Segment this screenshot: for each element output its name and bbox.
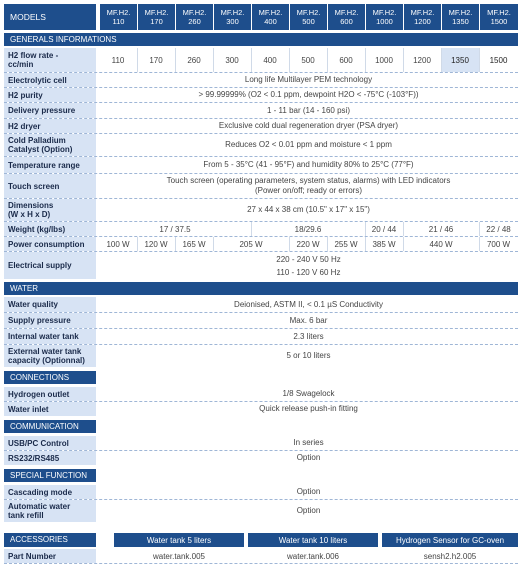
outlet-value: 1/8 Swagelock <box>282 389 335 398</box>
row-h2-dryer <box>4 119 518 133</box>
power-value-3: 165 W <box>182 239 206 249</box>
catalyst-value: Reduces O2 < 0.01 ppm and moisture < 1 ppm <box>225 140 392 149</box>
row-delivery-pressure <box>4 103 518 118</box>
pressure-label: Delivery pressure <box>4 103 96 118</box>
row-water-inlet <box>4 402 518 416</box>
electrolytic-value: Long life Multilayer PEM technology <box>244 75 373 84</box>
weight-value-5: 22 / 48 <box>486 224 511 234</box>
rs-label: RS232/RS485 <box>4 451 96 465</box>
purity-label: H2 purity <box>4 88 96 102</box>
row-touch-screen <box>4 174 518 198</box>
power-value-2: 120 W <box>144 239 168 249</box>
dim-label: Dimensions (W x H x D) <box>4 199 96 221</box>
catalyst-label: Cold Palladium Catalyst (Option) <box>4 134 96 156</box>
model-1350: MF.H2. 1350 <box>441 4 479 30</box>
row-electrolytic-cell <box>4 73 518 87</box>
dryer-value: Exclusive cold dual regeneration dryer (PSA dryer) <box>218 121 399 130</box>
usb-label: USB/PC Control <box>4 436 96 450</box>
flow-260: 260 <box>187 55 201 65</box>
row-palladium-catalyst <box>4 134 518 156</box>
power-label: Power consumption <box>4 237 96 251</box>
row-part-number <box>4 549 518 563</box>
models-label: MODELS <box>4 4 96 30</box>
supply-value-1: 220 - 240 V 50 Hz <box>276 254 341 264</box>
row-hydrogen-outlet <box>4 387 518 401</box>
cascade-label: Cascading mode <box>4 485 96 499</box>
supply-label: Electrical supply <box>4 252 96 279</box>
accessory-header-tank-5: Water tank 5 liters <box>114 533 244 547</box>
model-110: MF.H2. 110 <box>99 4 137 30</box>
section-water: WATER <box>4 282 518 295</box>
dim-value: 27 x 44 x 38 cm (10.5" x 17" x 15") <box>247 205 370 214</box>
water-quality-value: Deionised, ASTM II, < 0.1 µS Conductivity <box>234 299 383 309</box>
part-h2-sensor: sensh2.h2.005 <box>423 551 477 561</box>
refill-label: Automatic water tank refill <box>4 500 96 522</box>
touch-label: Touch screen <box>4 174 96 198</box>
model-1200: MF.H2. 1200 <box>403 4 441 30</box>
external-tank-value: 5 or 10 liters <box>286 351 331 360</box>
flow-1000: 1000 <box>375 55 393 65</box>
part-number-label: Part Number <box>4 549 96 563</box>
model-170: MF.H2. 170 <box>137 4 175 30</box>
supply-value-2: 110 - 120 V 60 Hz <box>276 268 341 277</box>
flow-rate-label: H2 flow rate - cc/min <box>4 48 96 72</box>
part-tank-10: water.tank.006 <box>286 551 340 561</box>
section-connections: CONNECTIONS <box>4 371 96 384</box>
row-h2-purity <box>4 88 518 102</box>
purity-value: > 99.99999% (O2 < 0.1 ppm, dewpoint H2O < -75°C (-103°F)) <box>198 90 419 99</box>
section-special-function: SPECIAL FUNCTION <box>4 469 96 482</box>
internal-tank-label: Internal water tank <box>4 329 96 344</box>
models-header-row <box>4 4 518 30</box>
touch-value: Touch screen (operating parameters, system status, alarms) with LED indicators (Power on/off; ready or errors) <box>166 176 451 195</box>
row-auto-refill <box>4 500 518 522</box>
accessory-header-tank-10: Water tank 10 liters <box>248 533 378 547</box>
flow-170: 170 <box>149 55 163 65</box>
internal-tank-value: 2.3 liters <box>293 331 324 341</box>
water-quality-label: Water quality <box>4 297 96 312</box>
weight-value-4: 21 / 46 <box>428 224 454 234</box>
model-1500: MF.H2. 1500 <box>479 4 518 30</box>
row-internal-tank <box>4 329 518 344</box>
power-value-4: 205 W <box>239 239 263 249</box>
weight-value-3: 20 / 44 <box>371 224 397 234</box>
pressure-value: 1 - 11 bar (14 - 160 psi) <box>266 105 350 115</box>
row-weight <box>4 222 518 236</box>
model-1000: MF.H2. 1000 <box>365 4 403 30</box>
power-value-1: 100 W <box>106 239 130 249</box>
row-flow-rate <box>4 48 518 72</box>
flow-1200: 1200 <box>413 55 431 65</box>
row-temperature <box>4 157 518 173</box>
row-electrical-supply <box>4 252 518 279</box>
row-external-tank <box>4 345 518 367</box>
section-general: GENERALS INFORMATIONS <box>4 33 518 46</box>
row-water-quality <box>4 297 518 312</box>
model-600: MF.H2. 600 <box>327 4 365 30</box>
inlet-value: Quick release push-in fitting <box>259 404 358 413</box>
usb-value: In series <box>293 438 324 447</box>
weight-value-1: 17 / 37.5 <box>159 224 191 234</box>
flow-1350: 1350 <box>441 48 479 72</box>
flow-300: 300 <box>225 55 239 65</box>
flow-110: 110 <box>111 55 125 65</box>
supply-pressure-value: Max. 6 bar <box>289 315 328 325</box>
power-value-8: 440 W <box>429 239 453 249</box>
power-value-7: 385 W <box>372 239 396 249</box>
rs-value: Option <box>296 453 321 462</box>
row-supply-pressure <box>4 313 518 328</box>
row-rs232 <box>4 451 518 465</box>
flow-1500: 1500 <box>489 55 508 65</box>
temp-label: Temperature range <box>4 157 96 173</box>
row-usb-control <box>4 436 518 450</box>
cascade-value: Option <box>296 487 321 496</box>
refill-value: Option <box>296 506 321 515</box>
row-cascading-mode <box>4 485 518 499</box>
section-communication: COMMUNICATION <box>4 420 96 433</box>
power-value-6: 255 W <box>334 239 358 249</box>
external-tank-label: External water tank capacity (Optionnal) <box>4 345 96 367</box>
row-dimensions <box>4 199 518 221</box>
flow-500: 500 <box>301 55 315 65</box>
row-power <box>4 237 518 251</box>
inlet-label: Water inlet <box>4 402 96 416</box>
weight-value-2: 18/29.6 <box>294 224 322 234</box>
part-tank-5: water.tank.005 <box>152 551 206 561</box>
power-value-9: 700 W <box>486 239 511 249</box>
section-accessories: ACCESSORIES <box>4 533 96 547</box>
supply-pressure-label: Supply pressure <box>4 313 96 328</box>
model-260: MF.H2. 260 <box>175 4 213 30</box>
temp-value: From 5 - 35°C (41 - 95°F) and humidity 80% to 25°C (77°F) <box>203 160 414 169</box>
electrolytic-label: Electrolytic cell <box>4 73 96 87</box>
model-400: MF.H2. 400 <box>251 4 289 30</box>
dryer-label: H2 dryer <box>4 119 96 133</box>
model-300: MF.H2. 300 <box>213 4 251 30</box>
flow-400: 400 <box>263 55 277 65</box>
flow-600: 600 <box>339 55 353 65</box>
weight-label: Weight (kg/lbs) <box>4 222 96 236</box>
model-500: MF.H2. 500 <box>289 4 327 30</box>
outlet-label: Hydrogen outlet <box>4 387 96 401</box>
power-value-5: 220 W <box>296 239 320 249</box>
accessory-header-h2-sensor: Hydrogen Sensor for GC-oven <box>382 533 518 547</box>
